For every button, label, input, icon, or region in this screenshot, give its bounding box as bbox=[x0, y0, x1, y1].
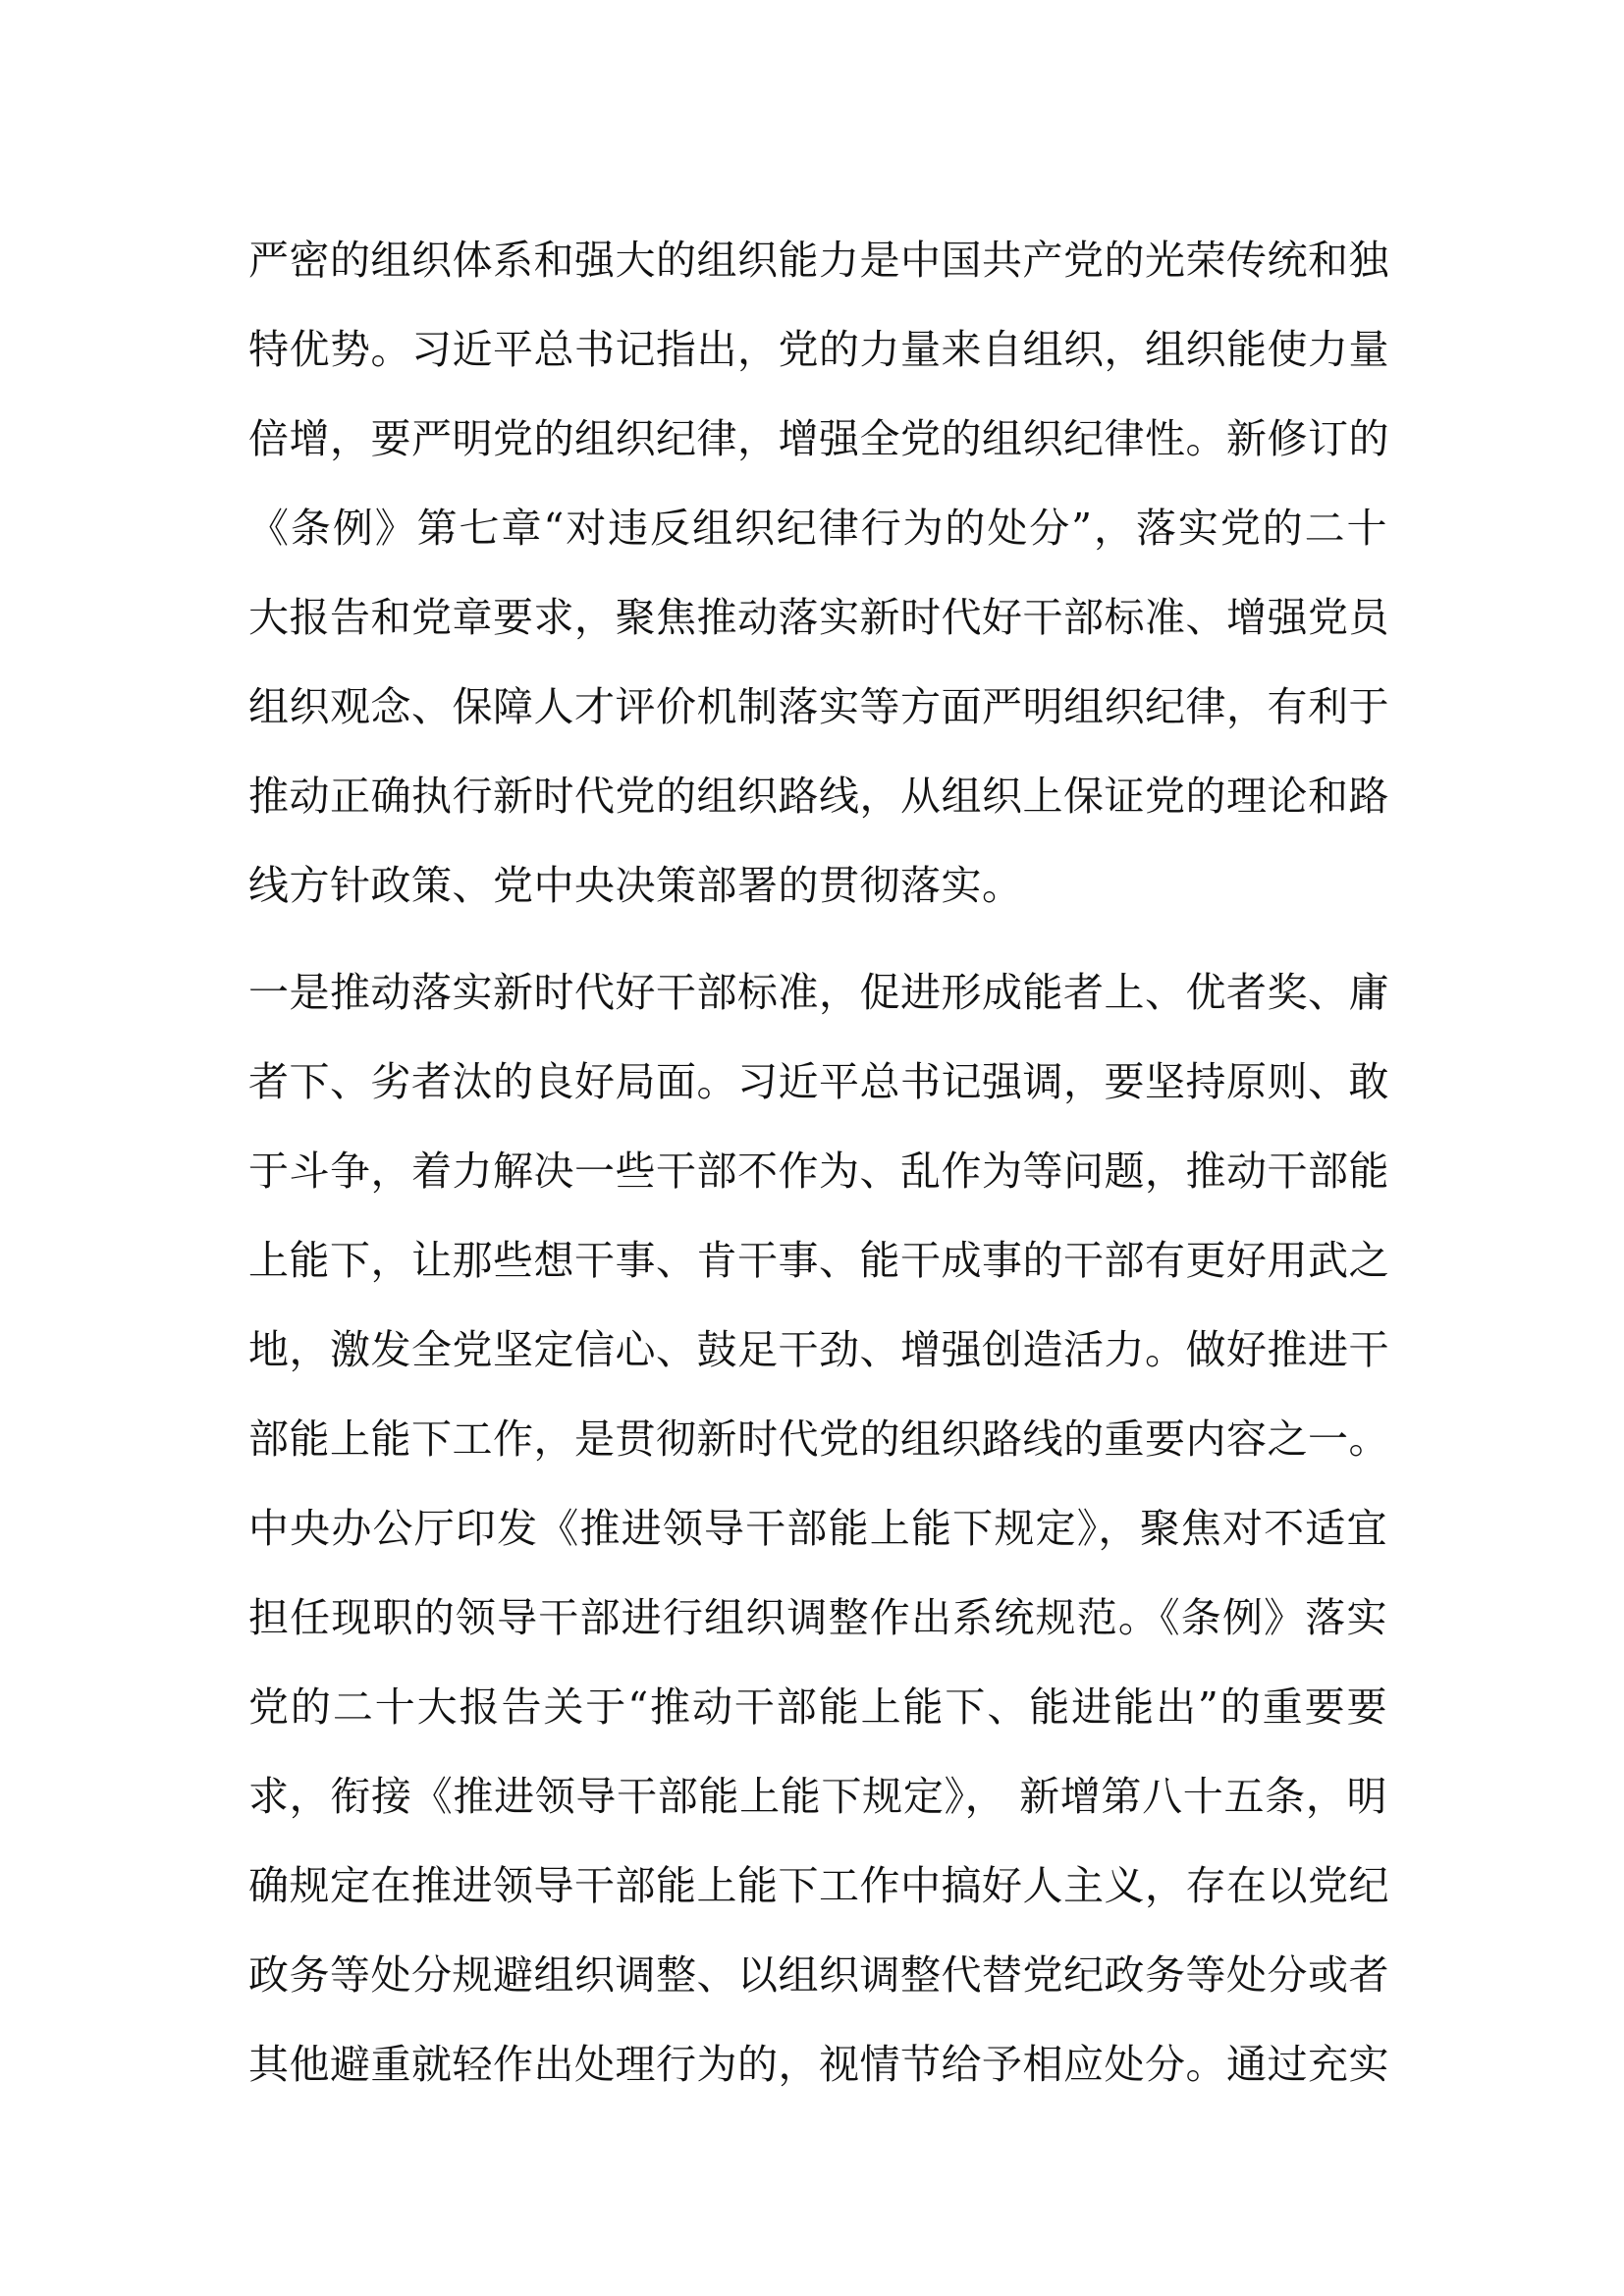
paragraph-line: 确规定在推进领导干部能上能下工作中搞好人主义，存在以党纪 bbox=[248, 1862, 1389, 1909]
paragraph-line: 严密的组织体系和强大的组织能力是中国共产党的光荣传统和独 bbox=[248, 237, 1389, 284]
paragraph-line: 倍增，要严明党的组织纪律，增强全党的组织纪律性。新修订的 bbox=[248, 415, 1389, 462]
paragraph-cadre-standards bbox=[248, 948, 1387, 2109]
paragraph-line: 求，衔接《推进领导干部能上能下规定》， 新增第八十五条，明 bbox=[248, 1773, 1387, 1820]
paragraph-line: 于斗争，着力解决一些干部不作为、乱作为等问题，推动干部能 bbox=[248, 1148, 1389, 1195]
paragraph-line: 部能上能下工作，是贯彻新时代党的组织路线的重要内容之一。 bbox=[248, 1415, 1389, 1463]
paragraph-line: 者下、劣者汰的良好局面。习近平总书记强调，要坚持原则、敢 bbox=[248, 1058, 1389, 1105]
paragraph-line: 特优势。习近平总书记指出，党的力量来自组织，组织能使力量 bbox=[248, 326, 1389, 373]
paragraph-line: 大报告和党章要求，聚焦推动落实新时代好干部标准、增强党员 bbox=[248, 594, 1389, 641]
paragraph-line: 中央办公厅印发《推进领导干部能上能下规定》，聚焦对不适宜 bbox=[248, 1505, 1387, 1552]
paragraph-line: 推动正确执行新时代党的组织路线，从组织上保证党的理论和路 bbox=[248, 773, 1389, 820]
paragraph-line-last: 线方针政策、党中央决策部署的贯彻落实。 bbox=[248, 862, 1023, 909]
paragraph-line: 政务等处分规避组织调整、以组织调整代替党纪政务等处分或者 bbox=[248, 1951, 1389, 1999]
paragraph-intro bbox=[248, 216, 1387, 931]
paragraph-line: 上能下，让那些想干事、肯干事、能干成事的干部有更好用武之 bbox=[248, 1237, 1389, 1284]
paragraph-line: 地，激发全党坚定信心、鼓足干劲、增强创造活力。做好推进干 bbox=[248, 1326, 1389, 1373]
paragraph-line: 《条例》第七章“对违反组织纪律行为的处分”，落实党的二十 bbox=[248, 505, 1387, 552]
paragraph-line: 其他避重就轻作出处理行为的，视情节给予相应处分。通过充实 bbox=[248, 2041, 1389, 2088]
paragraph-line: 一是推动落实新时代好干部标准，促进形成能者上、优者奖、庸 bbox=[248, 969, 1389, 1016]
paragraph-line: 担任现职的领导干部进行组织调整作出系统规范。《条例》落实 bbox=[248, 1594, 1387, 1641]
paragraph-line: 组织观念、保障人才评价机制落实等方面严明组织纪律，有利于 bbox=[248, 683, 1389, 730]
paragraph-line: 党的二十大报告关于“推动干部能上能下、能进能出”的重要要 bbox=[248, 1683, 1387, 1731]
